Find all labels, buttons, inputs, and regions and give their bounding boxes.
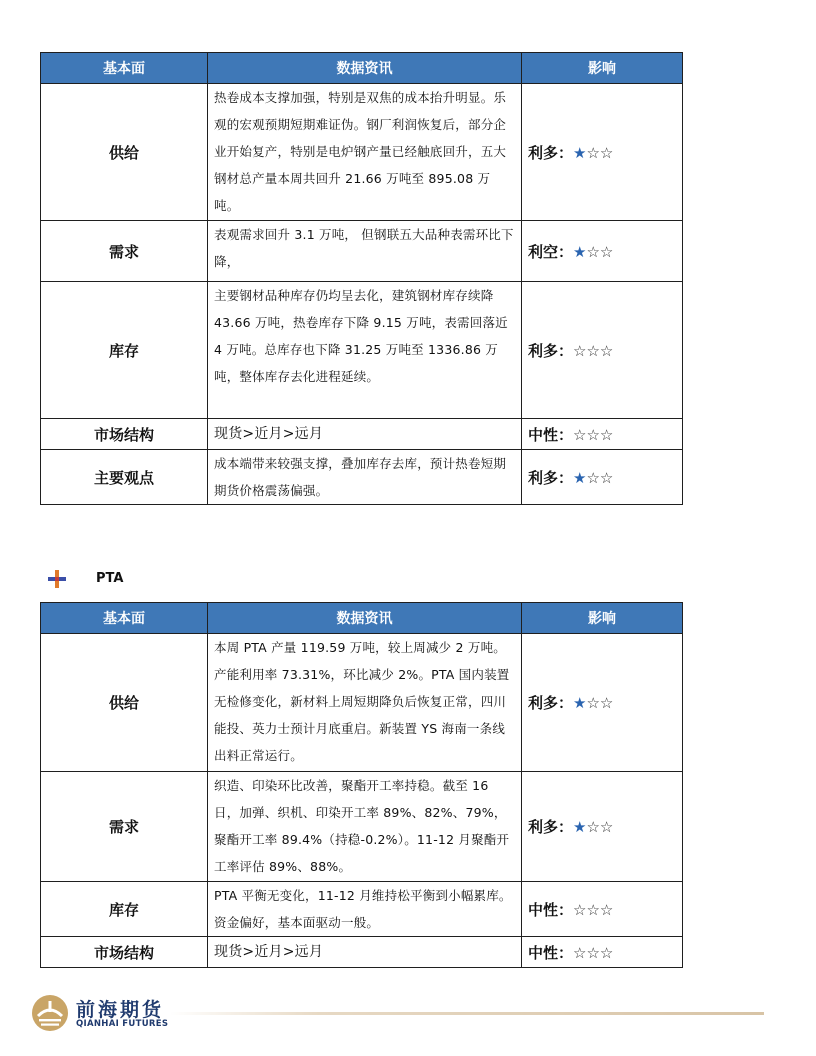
star-empty-icon: ☆ xyxy=(599,143,614,162)
star-filled-icon: ★ xyxy=(573,242,587,261)
header-data-info: 数据资讯 xyxy=(208,53,522,84)
star-rating xyxy=(573,901,613,919)
star-empty-icon: ☆ xyxy=(573,900,587,919)
star-empty-icon: ☆ xyxy=(573,943,587,962)
star-empty-icon: ☆ xyxy=(586,900,600,919)
impact-label: 利多： xyxy=(528,694,574,712)
info-cell: 织造、印染环比改善，聚酯开工率持稳。截至 16 日，加弹、织机、印染开工率 89%、82%、79%，聚酯开工率 89.4%（持稳-0.2%）。11-12 月聚酯开工率评估 89%、88%。 xyxy=(208,772,522,882)
star-rating xyxy=(573,818,613,836)
qianhai-logo-icon xyxy=(30,993,70,1033)
info-cell: 主要钢材品种库存仍均呈去化，建筑钢材库存续降 43.66 万吨，热卷库存下降 9.15 万吨，表需回落近 4 万吨。总库存也下降 31.25 万吨至 1336.86 万吨，整体库存去化进程延续。 xyxy=(208,282,522,419)
star-empty-icon: ☆ xyxy=(599,468,614,487)
category-cell: 市场结构 xyxy=(41,419,208,450)
impact-cell xyxy=(522,282,683,419)
footer-brand-en: QIANHAI FUTURES xyxy=(76,1019,169,1029)
impact-cell xyxy=(522,772,683,882)
section-title: PTA xyxy=(96,571,124,586)
star-rating xyxy=(573,243,613,261)
header-fundamentals: 基本面 xyxy=(41,603,208,634)
table-header-row xyxy=(41,53,683,84)
table-row-market-structure xyxy=(41,419,683,450)
impact-cell xyxy=(522,84,683,221)
table-row-main-view xyxy=(41,450,683,505)
star-rating xyxy=(573,469,613,487)
footer-divider xyxy=(170,1012,764,1015)
impact-cell xyxy=(522,419,683,450)
category-cell: 市场结构 xyxy=(41,937,208,968)
category-cell: 需求 xyxy=(41,772,208,882)
impact-cell xyxy=(522,221,683,282)
info-cell: PTA 平衡无变化，11-12 月维持松平衡到小幅累库。资金偏好，基本面驱动一般。 xyxy=(208,882,522,937)
star-empty-icon: ☆ xyxy=(586,694,600,712)
star-empty-icon: ☆ xyxy=(599,341,614,360)
info-cell: 本周 PTA 产量 119.59 万吨，较上周减少 2 万吨。产能利用率 73.31%，环比减少 2%。PTA 国内装置无检修变化，新材料上周短期降负后恢复正常，四川能投、英力士预计月底重启。新装置 YS 海南一条线出料正常运行。 xyxy=(208,634,522,772)
star-empty-icon: ☆ xyxy=(599,425,614,444)
category-cell: 主要观点 xyxy=(41,450,208,505)
impact-cell xyxy=(522,450,683,505)
category-cell: 库存 xyxy=(41,882,208,937)
star-filled-icon: ★ xyxy=(573,694,587,712)
impact-cell xyxy=(522,882,683,937)
pta-fundamentals-table xyxy=(40,602,683,968)
impact-label: 利空： xyxy=(528,242,574,261)
table-row-supply xyxy=(41,84,683,221)
impact-cell xyxy=(522,937,683,968)
category-cell: 供给 xyxy=(41,84,208,221)
category-cell: 供给 xyxy=(41,634,208,772)
table-row-demand xyxy=(41,221,683,282)
star-rating xyxy=(573,694,613,712)
impact-label: 中性： xyxy=(528,900,574,919)
star-empty-icon: ☆ xyxy=(586,425,600,444)
star-empty-icon: ☆ xyxy=(586,468,600,487)
impact-label: 利多： xyxy=(528,468,574,487)
info-cell: 成本端带来较强支撑，叠加库存去库，预计热卷短期期货价格震荡偏强。 xyxy=(208,450,522,505)
header-impact: 影响 xyxy=(522,53,683,84)
category-cell: 库存 xyxy=(41,282,208,419)
footer-brand-cn: 前海期货 xyxy=(76,999,165,1021)
section-bullet-icon xyxy=(46,568,68,590)
table-header-row xyxy=(41,603,683,634)
star-empty-icon: ☆ xyxy=(599,943,614,962)
info-cell: 现货>近月>远月 xyxy=(208,419,522,450)
star-empty-icon: ☆ xyxy=(586,242,600,261)
table-row-market-structure xyxy=(41,937,683,968)
star-rating xyxy=(573,944,613,962)
table-row-inventory xyxy=(41,282,683,419)
star-empty-icon: ☆ xyxy=(599,900,614,919)
impact-label: 利多： xyxy=(528,341,574,360)
impact-label: 利多： xyxy=(528,818,574,836)
star-rating xyxy=(573,342,613,360)
category-cell: 需求 xyxy=(41,221,208,282)
header-fundamentals: 基本面 xyxy=(41,53,208,84)
impact-label: 中性： xyxy=(528,943,574,962)
star-rating xyxy=(573,426,613,444)
impact-label: 中性： xyxy=(528,425,574,444)
table-row-inventory xyxy=(41,882,683,937)
info-cell: 现货>近月>远月 xyxy=(208,937,522,968)
info-cell: 热卷成本支撑加强，特别是双焦的成本抬升明显。乐观的宏观预期短期难证伪。钢厂利润恢复后，部分企业开始复产，特别是电炉钢产量已经触底回升，五大钢材总产量本周共回升 21.66 万吨至 895.08 万吨。 xyxy=(208,84,522,221)
star-empty-icon: ☆ xyxy=(573,425,587,444)
star-empty-icon: ☆ xyxy=(599,694,614,712)
star-empty-icon: ☆ xyxy=(599,242,614,261)
star-empty-icon: ☆ xyxy=(573,341,587,360)
table-row-supply xyxy=(41,634,683,772)
star-filled-icon: ★ xyxy=(573,468,587,487)
star-empty-icon: ☆ xyxy=(599,818,614,836)
impact-cell xyxy=(522,634,683,772)
star-filled-icon: ★ xyxy=(573,818,587,836)
star-empty-icon: ☆ xyxy=(586,143,600,162)
star-empty-icon: ☆ xyxy=(586,818,600,836)
star-empty-icon: ☆ xyxy=(586,341,600,360)
star-empty-icon: ☆ xyxy=(586,943,600,962)
star-filled-icon: ★ xyxy=(573,143,587,162)
table-row-demand xyxy=(41,772,683,882)
star-rating xyxy=(573,144,613,162)
impact-label: 利多： xyxy=(528,143,574,162)
header-data-info: 数据资讯 xyxy=(208,603,522,634)
steel-fundamentals-table xyxy=(40,52,683,505)
info-cell: 表观需求回升 3.1 万吨， 但钢联五大品种表需环比下降， xyxy=(208,221,522,282)
header-impact: 影响 xyxy=(522,603,683,634)
